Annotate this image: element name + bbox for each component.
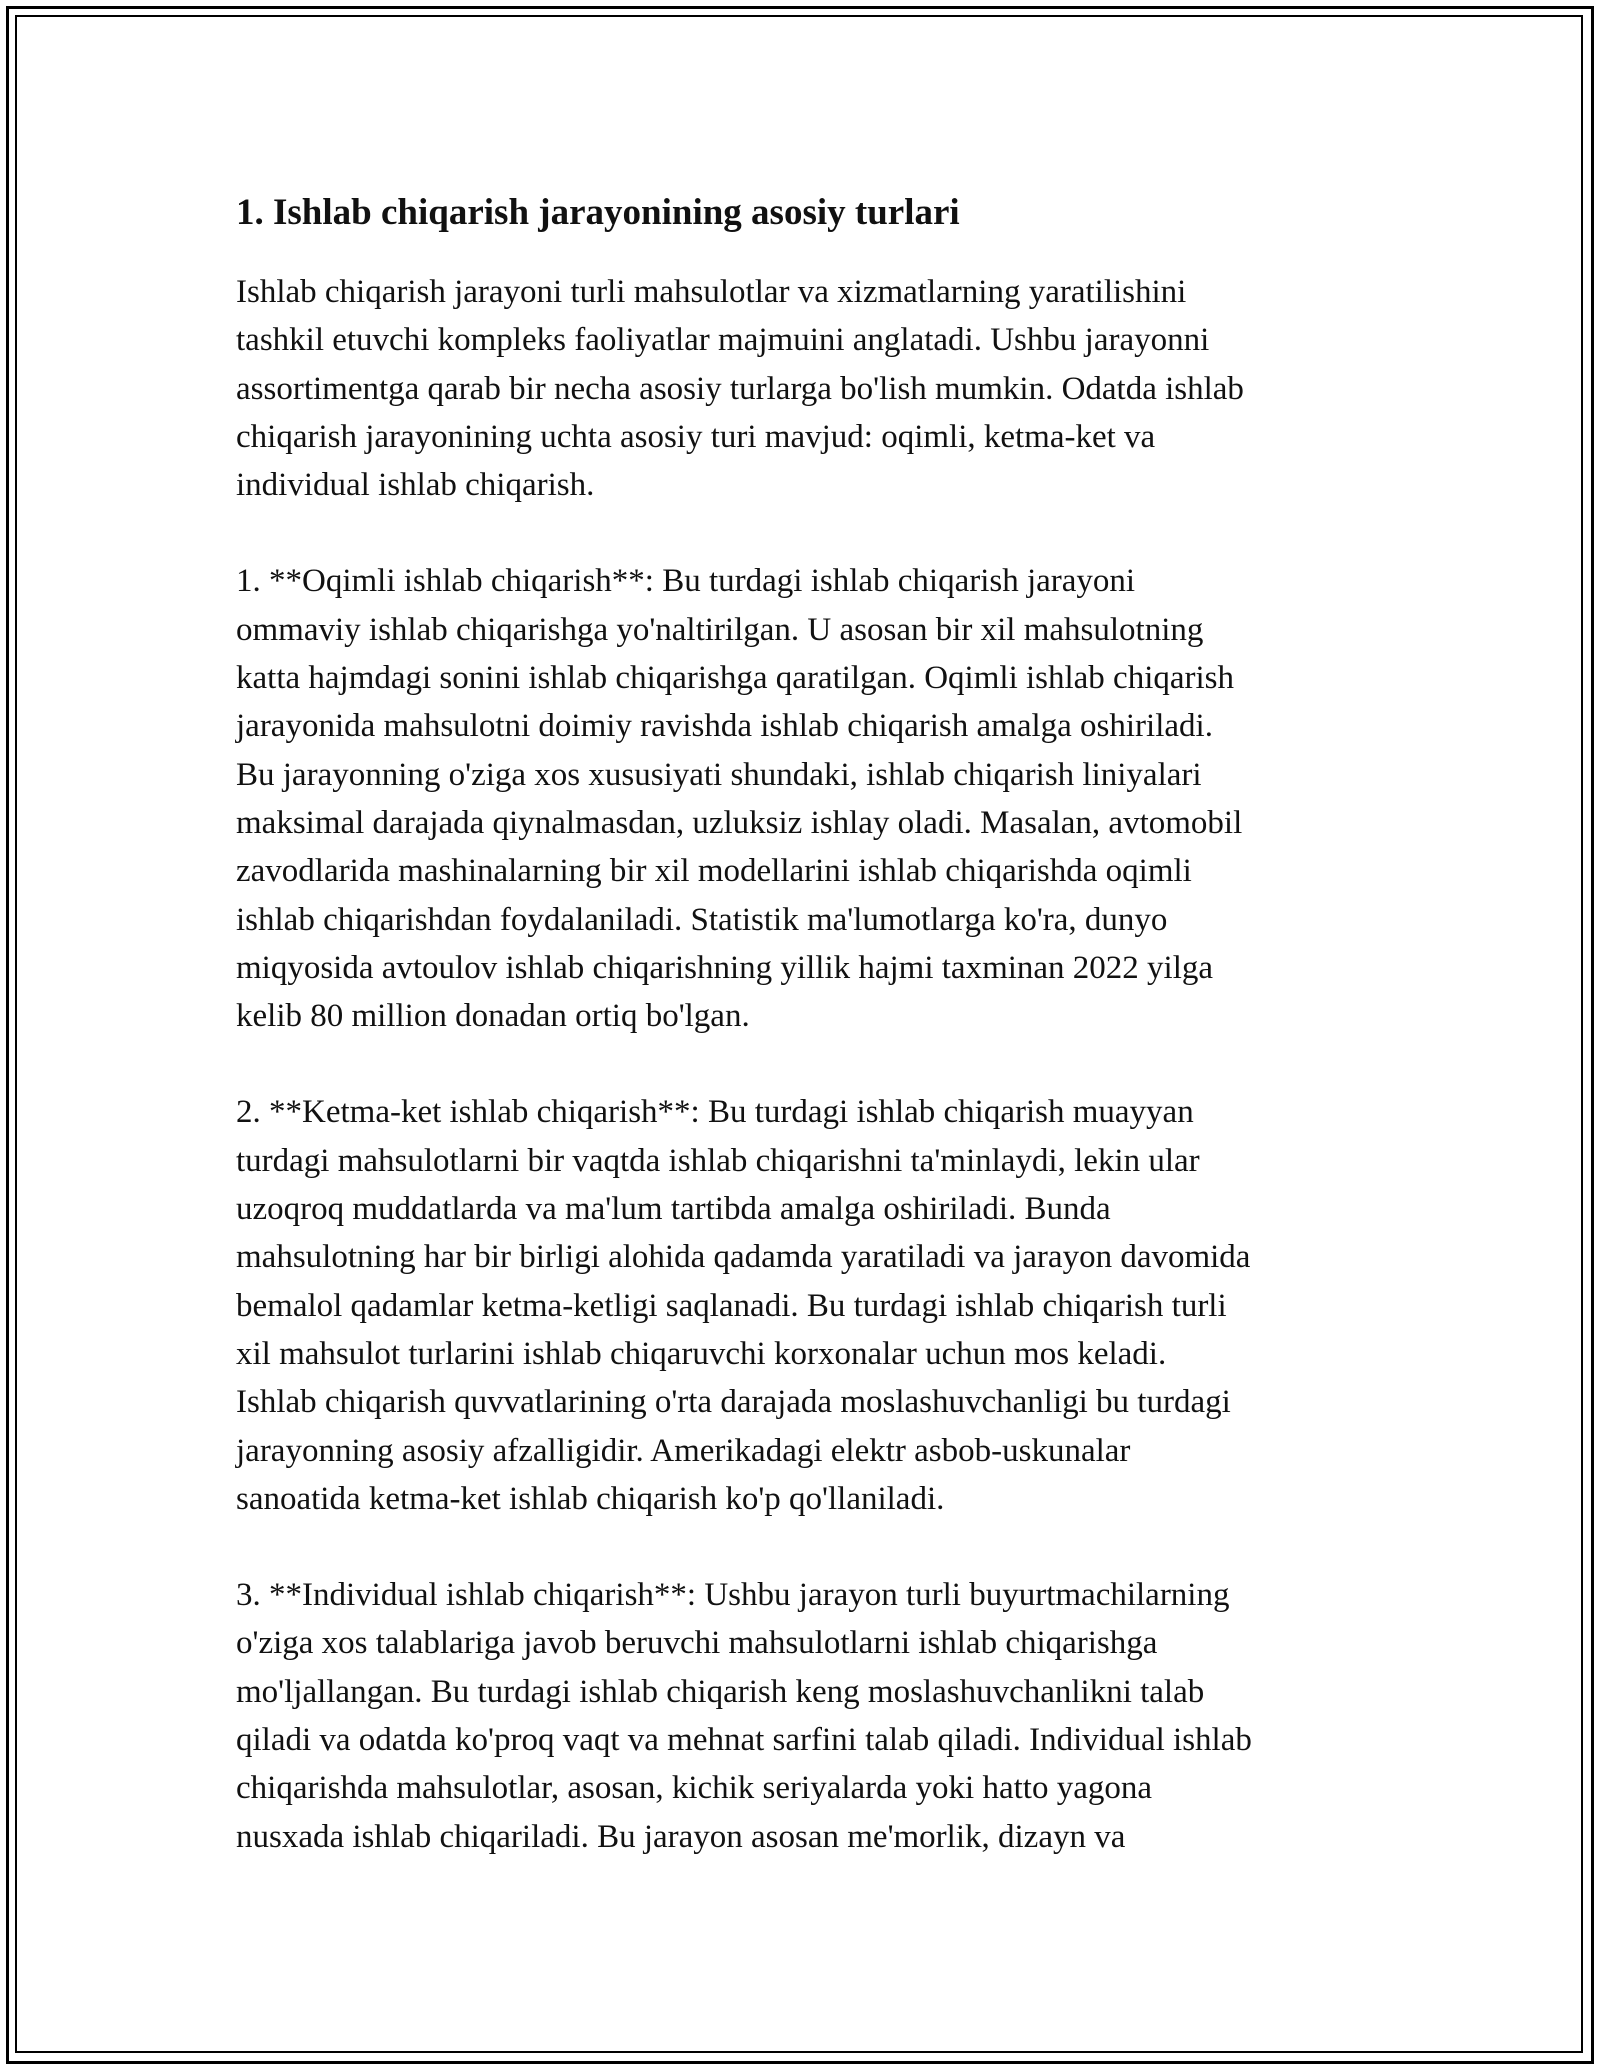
intro-paragraph: Ishlab chiqarish jarayoni turli mahsulotlar va xizmatlarning yaratilishini tashkil etuvchi kompleks faoliyatlar majmuini anglatadi. Ushbu jarayonni assortimentga qarab bir necha asosiy turlarga bo'lish mumkin. Odatda ishlab chiqarish jarayonining uchta asosiy turi mavjud: oqimli, ketma-ket va individual ishlab chiqarish. (236, 274, 1244, 504)
paragraph-ketma-ket: 2. **Ketma-ket ishlab chiqarish**: Bu turdagi ishlab chiqarish muayyan turdagi mahsulotlarni bir vaqtda ishlab chiqarishni ta'minlaydi, lekin ular uzoqroq muddatlarda va ma'lum tartibda amalga oshiriladi. Bunda mahsulotning har bir birligi alohida qadamda yaratiladi va jarayon davomida bemalol qadamlar ketma-ketligi saqlanadi. Bu turdagi ishlab chiqarish turli xil mahsulot turlarini ishlab chiqaruvchi korxonalar uchun mos keladi. Ishlab chiqarish quvvatlarining o'rta darajada moslashuvchanligi bu turdagi jarayonning asosiy afzalligidir. Amerikadagi elektr asbob-uskunalar sanoatida ketma-ket ishlab chiqarish ko'p qo'llaniladi. (236, 1094, 1251, 1517)
paragraph-individual: 3. **Individual ishlab chiqarish**: Ushbu jarayon turli buyurtmachilarning o'ziga xos talablariga javob beruvchi mahsulotlarni ishlab chiqarishga mo'ljallangan. Bu turdagi ishlab chiqarish keng moslashuvchanlikni talab qiladi va odatda ko'proq vaqt va mehnat sarfini talab qiladi. Individual ishlab chiqarishda mahsulotlar, asosan, kichik seriyalarda yoki hatto yagona nusxada ishlab chiqariladi. Bu jarayon asosan me'morlik, dizayn va (236, 1577, 1252, 1855)
section-heading: 1. Ishlab chiqarish jarayonining asosiy turlari (236, 192, 960, 233)
document-body (236, 188, 1376, 1909)
paragraph-oqimli: 1. **Oqimli ishlab chiqarish**: Bu turdagi ishlab chiqarish jarayoni ommaviy ishlab chiqarishga yo'naltirilgan. U asosan bir xil mahsulotning katta hajmdagi sonini ishlab chiqarishga qaratilgan. Oqimli ishlab chiqarish jarayonida mahsulotni doimiy ravishda ishlab chiqarish amalga oshiriladi. Bu jarayonning o'ziga xos xususiyati shundaki, ishlab chiqarish liniyalari maksimal darajada qiynalmasdan, uzluksiz ishlay oladi. Masalan, avtomobil zavodlarida mashinalarning bir xil modellarini ishlab chiqarishda oqimli ishlab chiqarishdan foydalaniladi. Statistik ma'lumotlarga ko'ra, dunyo miqyosida avtoulov ishlab chiqarishning yillik hajmi taxminan 2022 yilga kelib 80 million donadan ortiq bo'lgan. (236, 563, 1243, 1035)
